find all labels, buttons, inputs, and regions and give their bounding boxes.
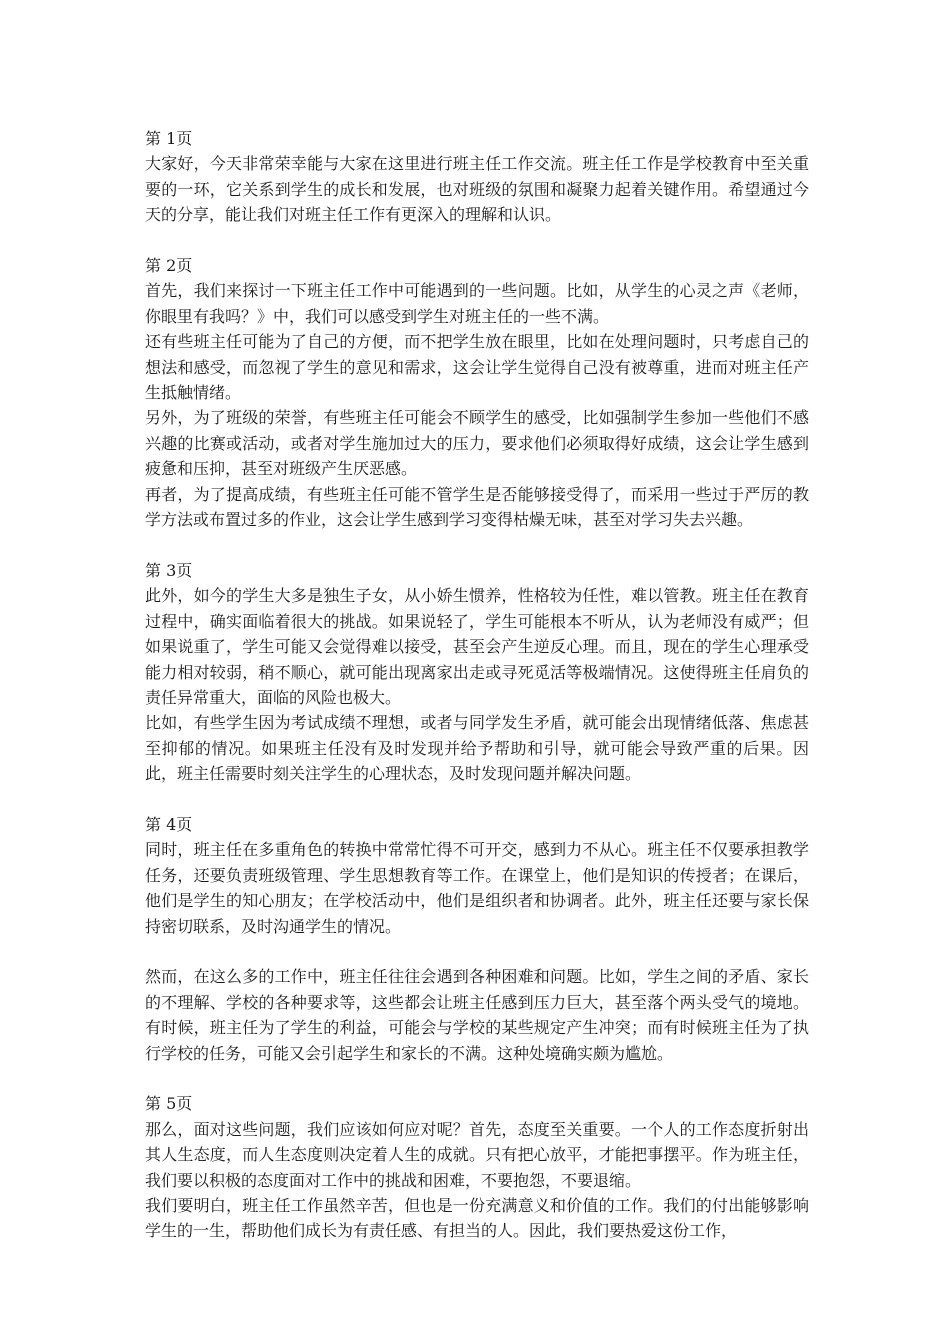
paragraph: 同时，班主任在多重角色的转换中常常忙得不可开交，感到力不从心。班主任不仅要承担教学任务，还要负责班级管理、学生思想教育等工作。在课堂上，他们是知识的传授者；在课后，他们是学生的知心朋友；在学校活动中，他们是组织者和协调者。此外，班主任还要与家长保持密切联系，及时沟通学生的情况。	[145, 840, 809, 936]
page-section-5	[145, 1091, 809, 1243]
page-section-1	[145, 126, 809, 228]
paragraph: 那么，面对这些问题，我们应该如何应对呢？首先，态度至关重要。一个人的工作态度折射出其人生态度，而人生态度则决定着人生的成就。只有把心放平，才能把事摆平。作为班主任，我们要以积极的态度面对工作中的挑战和困难，不要抱怨，不要退缩。	[145, 1119, 809, 1190]
paragraph: 大家好，今天非常荣幸能与大家在这里进行班主任工作交流。班主任工作是学校教育中至关重要的一环，它关系到学生的成长和发展，也对班级的氛围和凝聚力起着关键作用。希望通过今天的分享，能让我们对班主任工作有更深入的理解和认识。	[145, 154, 809, 225]
paragraph: 比如，有些学生因为考试成绩不理想，或者与同学发生矛盾，就可能会出现情绪低落、焦虑甚至抑郁的情况。如果班主任没有及时发现并给予帮助和引导，就可能会导致严重的后果。因此，班主任需要时刻关注学生的心理状态，及时发现问题并解决问题。	[145, 713, 809, 784]
page-section-4	[145, 812, 809, 1066]
document-page	[145, 126, 809, 1269]
paragraph: 另外，为了班级的荣誉，有些班主任可能会不顾学生的感受，比如强制学生参加一些他们不感兴趣的比赛或活动，或者对学生施加过大的压力，要求他们必须取得好成绩，这会让学生感到疲惫和压抑，甚至对班级产生厌恶感。	[145, 408, 809, 479]
page-number-label: 第 4页	[145, 814, 193, 834]
paragraph: 我们要明白，班主任工作虽然辛苦，但也是一份充满意义和价值的工作。我们的付出能够影响学生的一生，帮助他们成长为有责任感、有担当的人。因此，我们要热爱这份工作，	[145, 1195, 809, 1241]
paragraph: 还有些班主任可能为了自己的方便，而不把学生放在眼里，比如在处理问题时，只考虑自己的想法和感受，而忽视了学生的意见和需求，这会让学生觉得自己没有被尊重，进而对班主任产生抵触情绪。	[145, 332, 809, 403]
page-number-label: 第 1页	[145, 129, 193, 148]
paragraph: 首先，我们来探讨一下班主任工作中可能遇到的一些问题。比如，从学生的心灵之声《老师，你眼里有我吗？》中，我们可以感受到学生对班主任的一些不满。	[145, 281, 809, 326]
page-section-2	[145, 253, 809, 532]
page-number-label: 第 3页	[145, 560, 193, 580]
page-section-3	[145, 558, 809, 787]
paragraph: 然而，在这么多的工作中，班主任往往会遇到各种困难和问题。比如，学生之间的矛盾、家长的不理解、学校的各种要求等，这些都会让班主任感到压力巨大，甚至落个两头受气的境地。有时候，班主任为了学生的利益，可能会与学校的某些规定产生冲突；而有时候班主任为了执行学校的任务，可能又会引起学生和家长的不满。这种处境确实颇为尴尬。	[145, 967, 809, 1063]
paragraph: 再者，为了提高成绩，有些班主任可能不管学生是否能够接受得了，而采用一些过于严厉的教学方法或布置过多的作业，这会让学生感到学习变得枯燥无味，甚至对学习失去兴趣。	[145, 484, 809, 530]
page-number-label: 第 5页	[145, 1094, 193, 1114]
page-number-label: 第 2页	[145, 256, 193, 276]
paragraph: 此外，如今的学生大多是独生子女，从小娇生惯养，性格较为任性，难以管教。班主任在教育过程中，确实面临着很大的挑战。如果说轻了，学生可能根本不听从，认为老师没有威严；但如果说重了，学生可能又会觉得难以接受，甚至会产生逆反心理。而且，现在的学生心理承受能力相对较弱，稍不顺心，就可能出现离家出走或寻死觅活等极端情况。这使得班主任肩负的责任异常重大，面临的风险也极大。	[145, 586, 809, 707]
